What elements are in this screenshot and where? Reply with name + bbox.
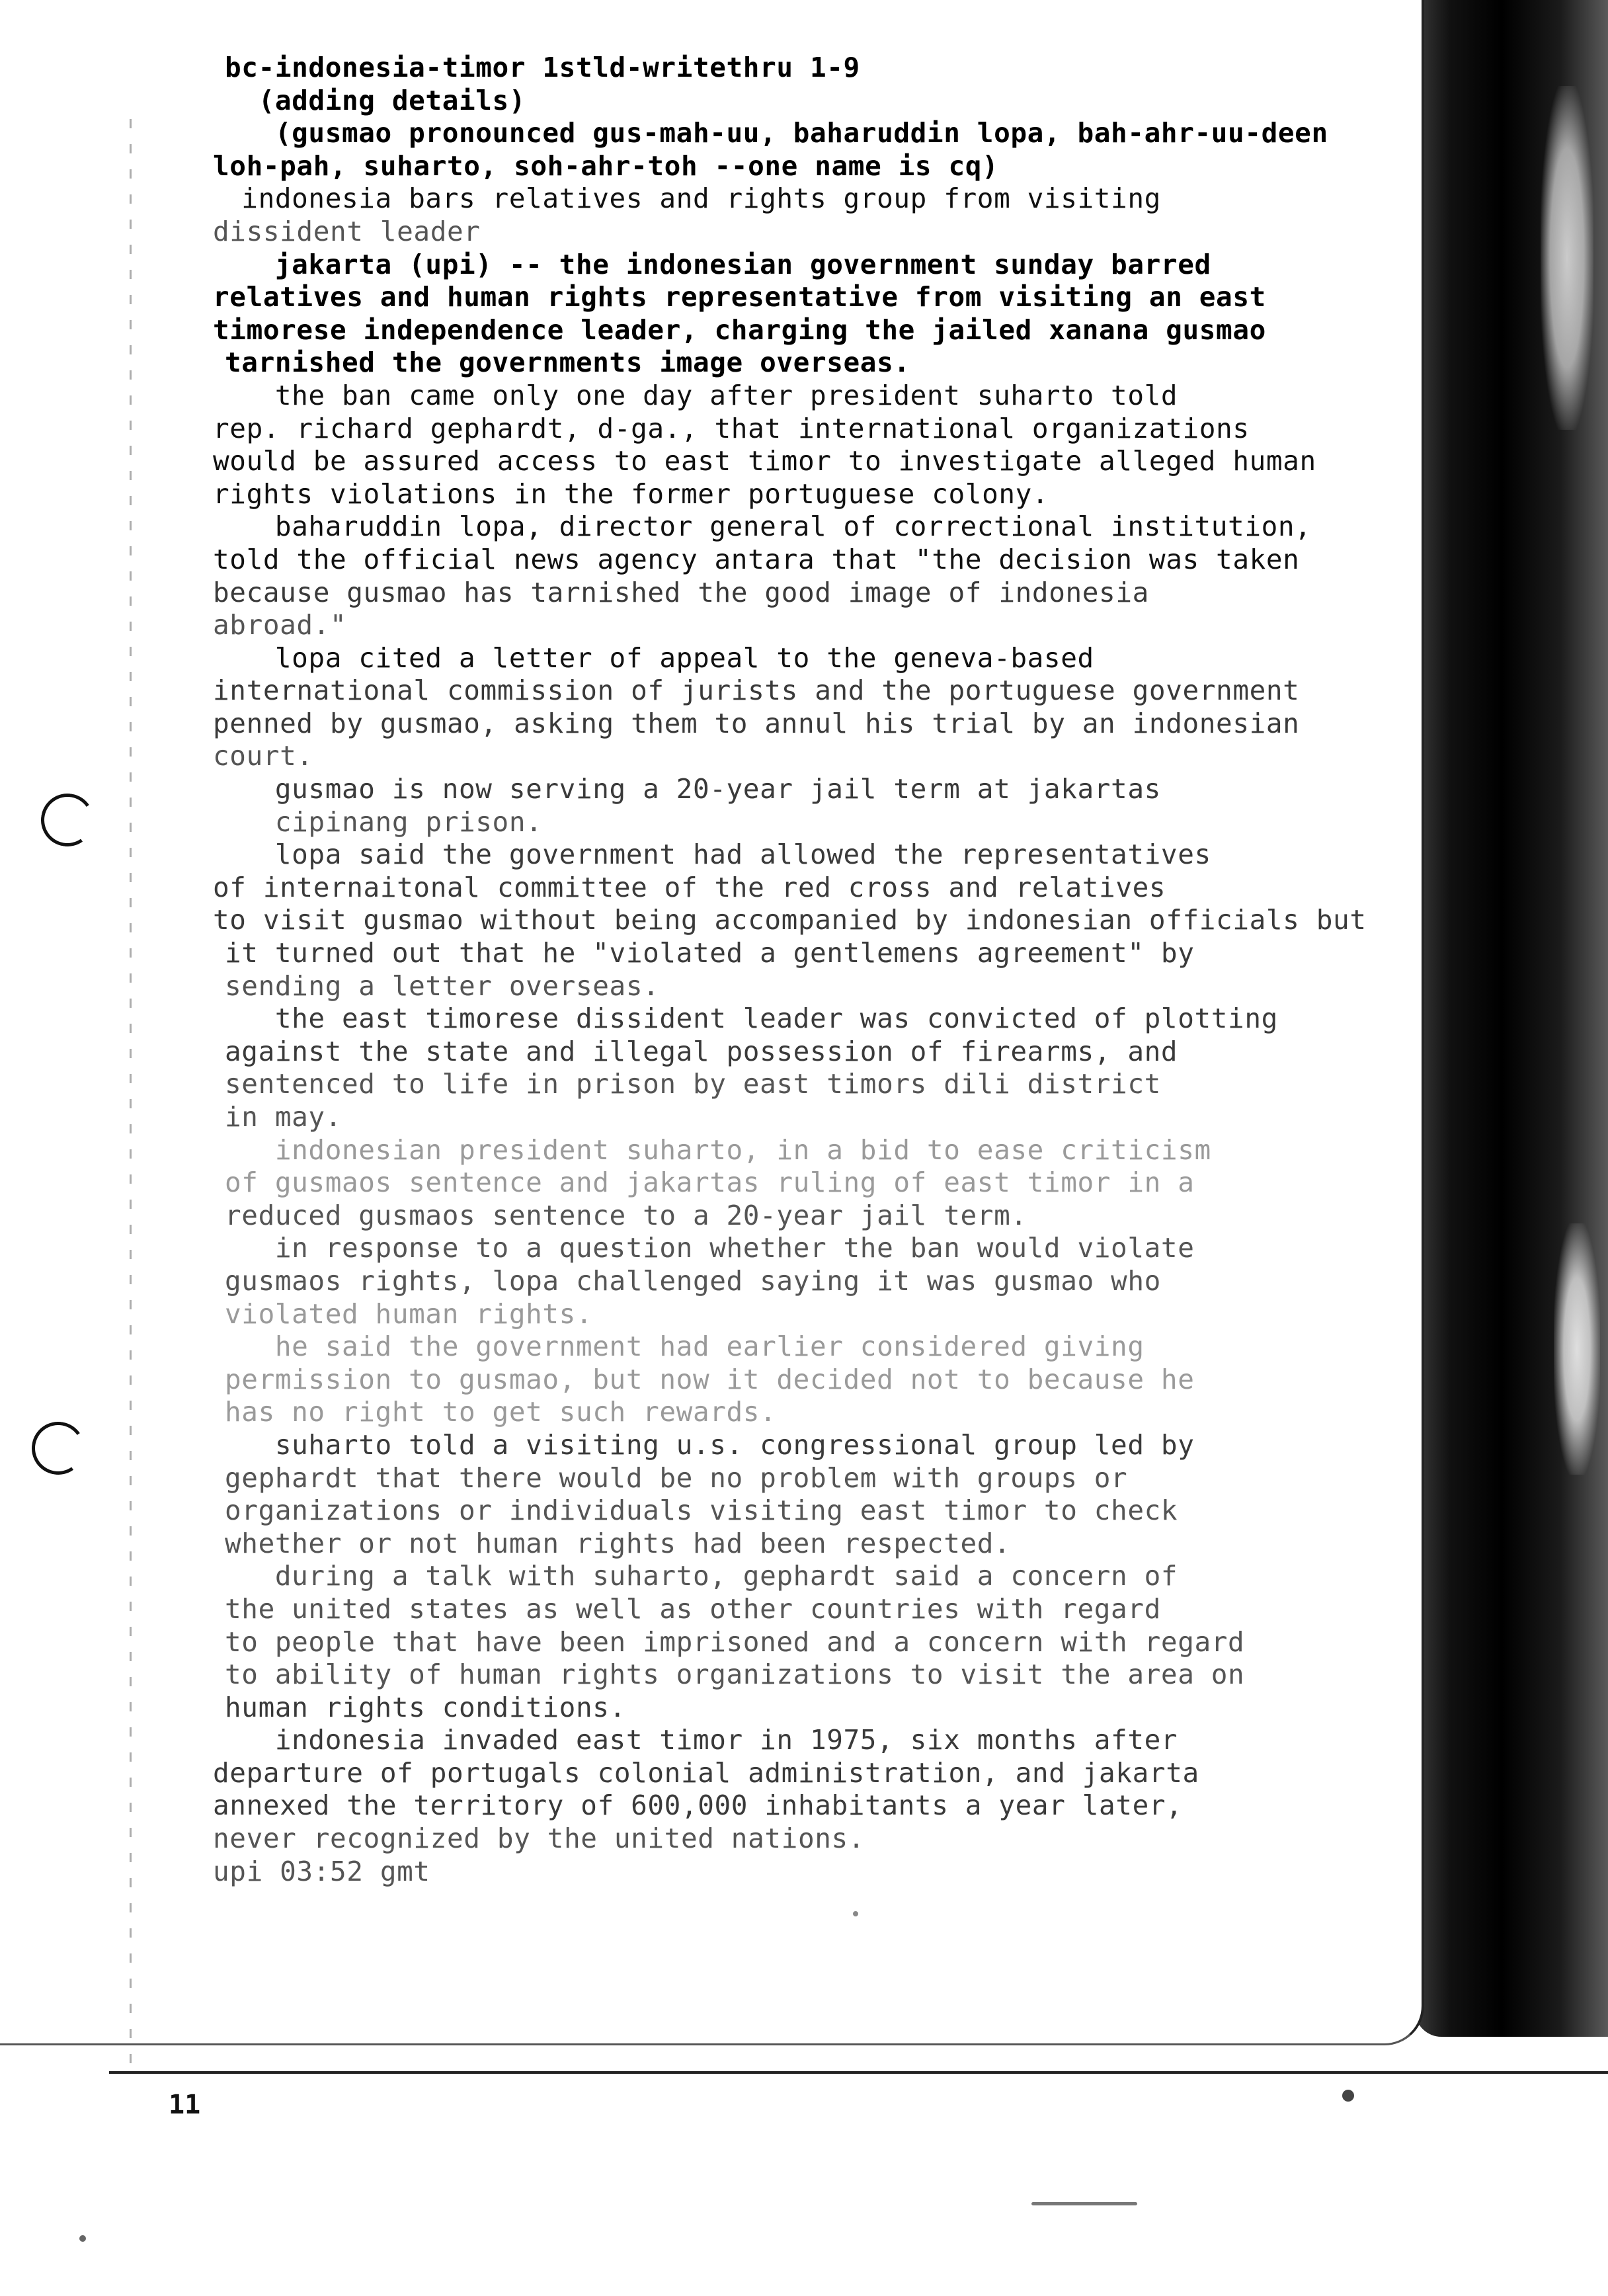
text-line: would be assured access to east timor to investigate alleged human [213,445,1316,477]
text-line: loh-pah, suharto, soh-ahr-toh --one name is cq) [213,149,999,182]
text-line: the ban came only one day after president suharto told [225,379,1178,411]
text-line: rep. richard gephardt, d-ga., that international organizations [213,412,1250,444]
text-line: he said the government had earlier considered giving [225,1331,1145,1363]
text-line: during a talk with suharto, gephardt said a concern of [225,1560,1178,1592]
text-line: international commission of jurists and the portuguese government [213,675,1300,707]
text-line: abroad." [213,609,347,641]
text-line: gephardt that there would be no problem with groups or [225,1461,1128,1494]
text-line: because gusmao has tarnished the good image of indonesia [213,576,1149,608]
text-line: departure of portugals colonial administration, and jakarta [213,1756,1199,1789]
text-line: relatives and human rights representative from visiting an east [213,281,1266,313]
text-line: tarnished the governments image overseas. [225,347,910,379]
scan-speck [1342,2090,1354,2102]
text-line: (gusmao pronounced gus-mah-uu, baharuddin lopa, bah-ahr-uu-deen [225,117,1328,149]
text-line: lopa cited a letter of appeal to the geneva-based [225,641,1094,674]
page-mark: 11 [169,2090,201,2120]
text-line: violated human rights. [225,1297,593,1330]
text-line: permission to gusmao, but now it decided not to because he [225,1363,1195,1395]
text-line: in may. [225,1101,342,1133]
scan-speck [853,1911,858,1916]
text-line: it turned out that he "violated a gentlemens agreement" by [225,937,1195,969]
text-line: human rights conditions. [225,1691,626,1723]
scan-speck [1031,2202,1137,2205]
text-line: (adding details) [225,84,526,116]
text-line: whether or not human rights had been respected. [225,1527,1011,1559]
text-line: reduced gusmaos sentence to a 20-year jail term. [225,1199,1027,1231]
text-line: gusmaos rights, lopa challenged saying it was gusmao who [225,1264,1161,1297]
text-line: sending a letter overseas. [225,969,660,1002]
text-line: upi 03:52 gmt [213,1855,430,1887]
text-line: to visit gusmao without being accompanied by indonesian officials but [213,904,1367,936]
text-line: has no right to get such rewards. [225,1396,777,1428]
text-line: against the state and illegal possession of firearms, and [225,1035,1178,1067]
text-line: cipinang prison. [225,805,543,838]
text-line: never recognized by the united nations. [213,1823,865,1855]
text-line: annexed the territory of 600,000 inhabitants a year later, [213,1789,1183,1822]
scan-speck [79,2235,86,2242]
text-line: bc-indonesia-timor 1stld-writethru 1-9 [225,52,860,83]
left-binding-marks [130,119,132,2063]
text-line: gusmao is now serving a 20-year jail term at jakartas [225,773,1161,805]
text-line: rights violations in the former portuguese colony. [213,477,1049,510]
text-line: indonesian president suharto, in a bid to ease criticism [225,1133,1211,1166]
text-line: the united states as well as other countries with regard [225,1592,1161,1625]
text-line: lopa said the government had allowed the representatives [225,839,1211,871]
text-line: timorese independence leader, charging the jailed xanana gusmao [213,313,1266,346]
text-line: sentenced to life in prison by east timors dili district [225,1068,1161,1100]
text-line: of gusmaos sentence and jakartas ruling of east timor in a [225,1167,1195,1199]
text-line: indonesia invaded east timor in 1975, six months after [225,1724,1178,1756]
text-line: the east timorese dissident leader was convicted of plotting [225,1003,1278,1035]
text-line: court. [213,740,313,772]
text-line: to people that have been imprisoned and a concern with regard [225,1625,1245,1658]
wire-story-text [213,52,1415,1888]
text-line: penned by gusmao, asking them to annul his trial by an indonesian [213,707,1300,739]
text-line: of internaitonal committee of the red cross and relatives [213,871,1166,903]
text-line: to ability of human rights organizations to visit the area on [225,1659,1245,1691]
bottom-edge-rule [109,2071,1608,2074]
text-line: suharto told a visiting u.s. congressional group led by [225,1428,1195,1461]
photocopy-edge-shadow [1415,0,1608,2037]
text-line: indonesia bars relatives and rights group from visiting [225,183,1161,215]
text-line: told the official news agency antara that "the decision was taken [213,543,1300,575]
text-line: baharuddin lopa, director general of correctional institution, [225,511,1312,543]
text-line: organizations or individuals visiting east timor to check [225,1495,1178,1527]
text-line: jakarta (upi) -- the indonesian government sunday barred [225,248,1211,280]
text-line: in response to a question whether the ban would violate [225,1232,1195,1264]
text-line: dissident leader [213,215,481,247]
